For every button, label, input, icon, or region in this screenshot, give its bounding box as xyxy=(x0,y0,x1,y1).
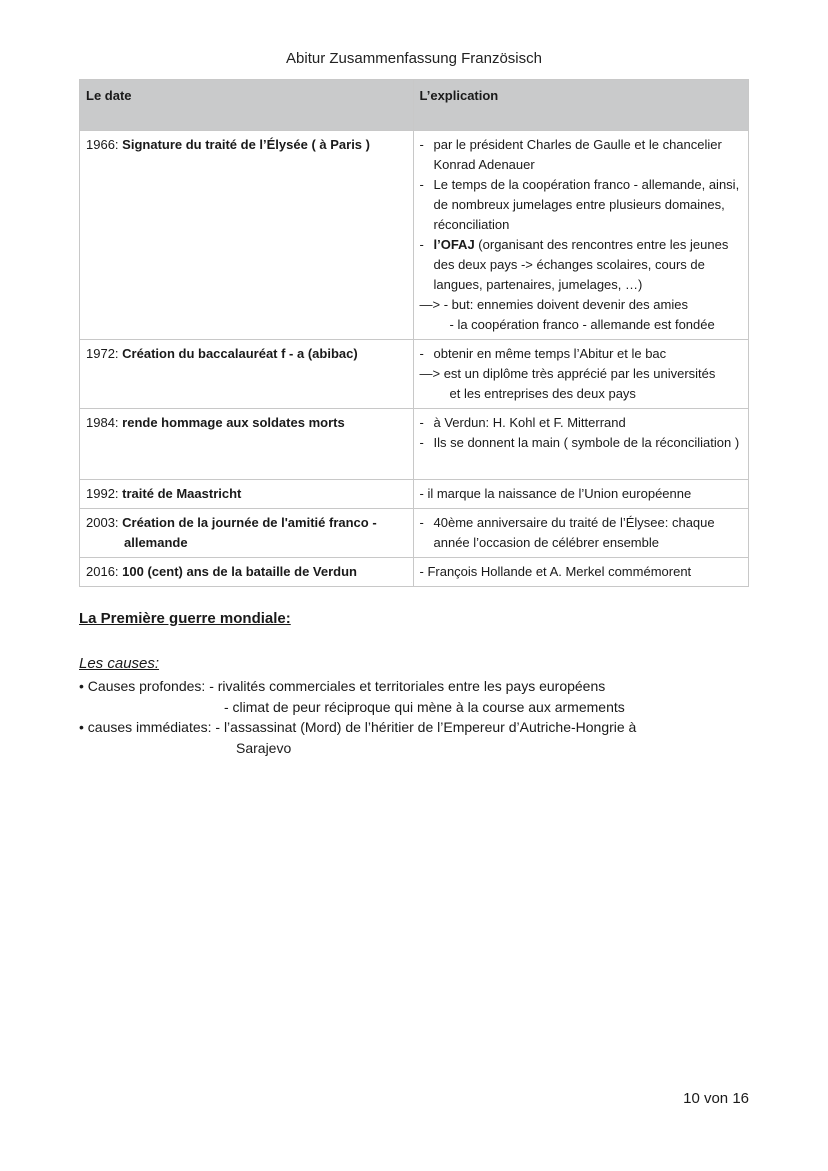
bullet-dash: - xyxy=(419,137,424,152)
date-cell xyxy=(80,340,414,409)
list-item-text: par le président Charles de Gaulle et le chancelier Konrad Adenauer xyxy=(433,137,722,172)
arrow-subnote: et les entreprises des deux pays xyxy=(449,386,636,401)
year: 2003: xyxy=(86,515,119,530)
event-title: traité de Maastricht xyxy=(122,486,242,501)
list-item-text: 40ème anniversaire du traité de l’Élysee: chaque année l’occasion de célébrer ensemble xyxy=(433,515,715,550)
table-row xyxy=(80,509,749,558)
explanation-cell xyxy=(413,509,749,558)
year: 1972: xyxy=(86,346,119,361)
arrow-note: —> est un diplôme très apprécié par les universités xyxy=(419,366,716,381)
section-heading: La Première guerre mondiale: xyxy=(79,610,291,627)
list-item-text: obtenir en même temps l’Abitur et le bac xyxy=(433,346,667,361)
list-item-text: Le temps de la coopération franco - allemande, ainsi, de nombreux jumelages entre plusieurs domaines, réconciliation xyxy=(433,177,740,232)
bullet-dash: - xyxy=(419,177,424,192)
cause-line: • Causes profondes: - rivalités commerciales et territoriales entre les pays européens xyxy=(79,678,606,694)
table-row xyxy=(80,131,749,340)
cause-line: • causes immédiates: - l’assassinat (Mord) de l’héritier de l’Empereur d’Autriche-Hongrie à xyxy=(79,719,637,735)
date-cell xyxy=(80,409,414,480)
page-title: Abitur Zusammenfassung Französisch xyxy=(286,50,542,67)
list-item-text: Ils se donnent la main ( symbole de la réconciliation ) xyxy=(433,435,740,450)
list-item xyxy=(420,513,741,553)
cause-line: - climat de peur réciproque qui mène à la course aux armements xyxy=(224,698,625,715)
event-title: rende hommage aux soldates morts xyxy=(122,415,345,430)
event-title: Création du baccalauréat f - a (abibac) xyxy=(122,346,358,361)
ofaj-label: l’OFAJ xyxy=(433,237,475,252)
list-item xyxy=(420,344,741,364)
list-item xyxy=(420,235,741,295)
date-cell xyxy=(80,131,414,340)
explanation-cell xyxy=(413,340,749,409)
col-header-date: Le date xyxy=(80,80,414,131)
list-item xyxy=(420,135,741,175)
table-row xyxy=(80,480,749,509)
bullet-dash: - xyxy=(419,435,424,450)
event-title: 100 (cent) ans de la bataille de Verdun xyxy=(122,564,357,579)
bullet-dash: - xyxy=(419,515,424,530)
list-item-text: à Verdun: H. Kohl et F. Mitterrand xyxy=(433,415,626,430)
explanation-cell xyxy=(413,480,749,509)
date-cell xyxy=(80,558,414,587)
year: 1984: xyxy=(86,415,119,430)
table-row xyxy=(80,558,749,587)
cause-line: Sarajevo xyxy=(236,739,292,756)
table-row xyxy=(80,340,749,409)
date-cell xyxy=(80,480,414,509)
arrow-note: —> - but: ennemies doivent devenir des amies xyxy=(419,297,688,312)
list-item xyxy=(420,175,741,235)
event-title: Signature du traité de l’Élysée ( à Paris ) xyxy=(122,137,370,152)
explanation-cell xyxy=(413,409,749,480)
arrow-subnote: - la coopération franco - allemande est fondée xyxy=(449,317,715,332)
year: 2016: xyxy=(86,564,119,579)
explanation-cell xyxy=(413,131,749,340)
bullet-dash: - xyxy=(419,346,424,361)
bullet-dash: - xyxy=(419,237,424,252)
causes-list xyxy=(79,676,749,758)
causes-heading: Les causes: xyxy=(79,655,160,672)
year: 1966: xyxy=(86,137,119,152)
table-header-row xyxy=(80,80,749,131)
col-header-explanation: L’explication xyxy=(413,80,749,131)
year: 1992: xyxy=(86,486,119,501)
timeline-table xyxy=(79,79,749,587)
explanation-text: - François Hollande et A. Merkel commémorent xyxy=(419,564,692,579)
bullet-dash: - xyxy=(419,415,424,430)
event-title: Création de la journée de l'amitié franco - allemande xyxy=(122,515,377,550)
explanation-text: - il marque la naissance de l’Union européenne xyxy=(419,486,692,501)
table-row xyxy=(80,409,749,480)
page-number: 10 von 16 xyxy=(683,1090,749,1107)
list-item xyxy=(420,433,741,453)
list-item-text: (organisant des rencontres entre les jeunes des deux pays -> échanges scolaires, cours de langues, partenaires, jumelages, …) xyxy=(433,237,729,292)
date-cell xyxy=(80,509,414,558)
explanation-cell xyxy=(413,558,749,587)
list-item xyxy=(420,413,741,433)
